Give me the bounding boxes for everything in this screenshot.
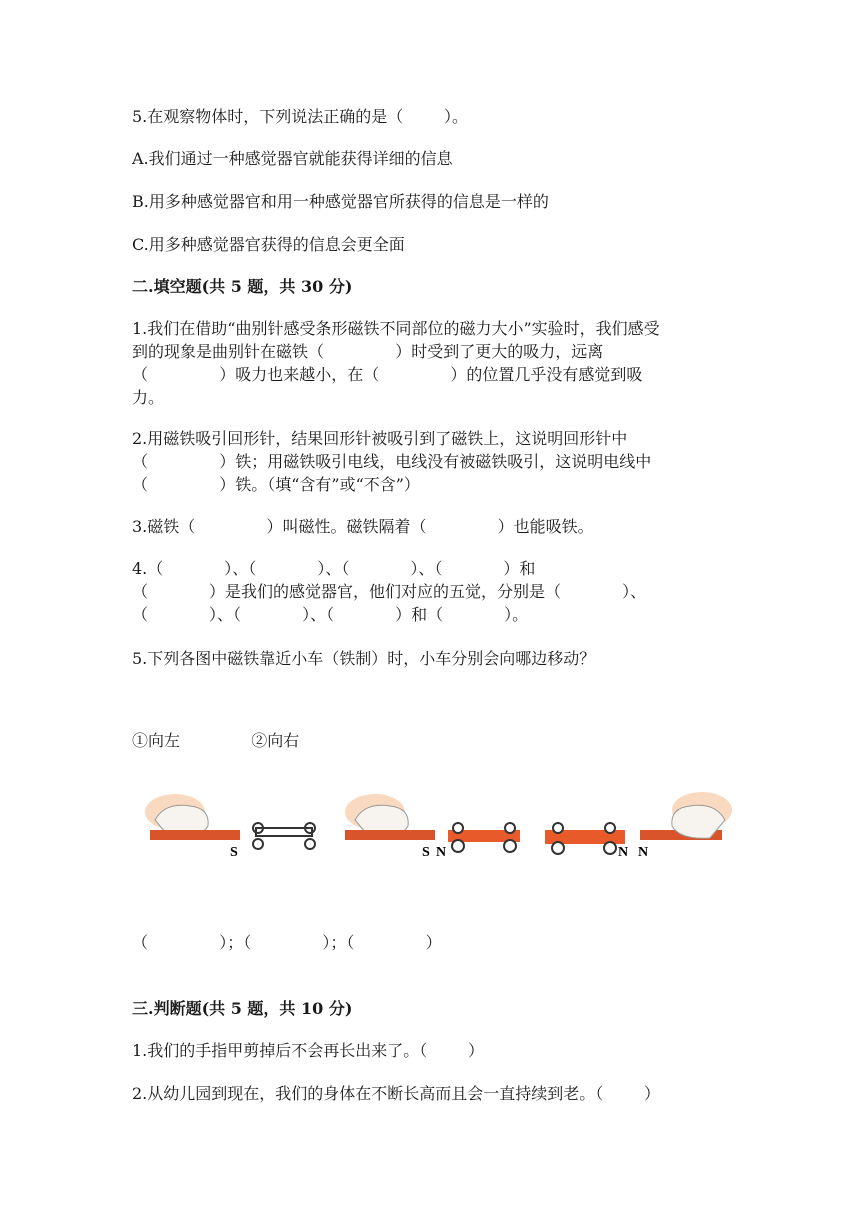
fill-q4-line1: 4.（ ）、（ ）、（ ）、（ ）和 <box>132 559 536 578</box>
option-a: A.我们通过一种感觉器官就能获得详细的信息 <box>132 149 453 168</box>
fill-q5-answer-line: （ ）；（ ）；（ ） <box>132 933 442 952</box>
fill-q2-line1: 2.用磁铁吸引回形针，结果回形针被吸引到了磁铁上，这说明回形针中 <box>132 429 628 448</box>
pole-label: N <box>618 845 629 860</box>
car-red-icon <box>545 823 625 854</box>
figure-3 <box>545 792 732 860</box>
fill-q5-stem: 5.下列各图中磁铁靠近小车（铁制）时，小车分别会向哪边移动？ <box>132 649 596 668</box>
fill-q1-line1: 1.我们在借助“曲别针感受条形磁铁不同部位的磁力大小”实验时，我们感受 <box>132 319 660 338</box>
fill-q1-line4: 力。 <box>132 388 165 407</box>
fill-q2-line3: （ ）铁。（填“含有”或“不含”） <box>132 475 420 494</box>
car-frame-icon <box>253 823 315 849</box>
judge-q1: 1.我们的手指甲剪掉后不会再长出来了。（ ） <box>132 1041 484 1060</box>
question-5-stem: 5.在观察物体时，下列说法正确的是（ ）。 <box>132 107 468 126</box>
magnet-bar <box>150 830 240 840</box>
pole-label: S <box>422 845 430 860</box>
fill-q4-line2: （ ）是我们的感觉器官，他们对应的五觉，分别是（ ）、 <box>132 582 647 601</box>
pole-label: S <box>230 845 238 860</box>
fill-q1-line3: （ ）吸力也来越小，在（ ）的位置几乎没有感觉到吸 <box>132 365 643 384</box>
fill-q5-legend: ①向左 ②向右 <box>132 731 300 750</box>
fill-q1-line2: 到的现象是曲别针在磁铁（ ）时受到了更大的吸力，远离 <box>132 342 604 361</box>
figure-2 <box>345 794 520 860</box>
fill-q4-line3: （ ）、（ ）、（ ）和（ ）。 <box>132 605 529 624</box>
pole-label: N <box>638 845 649 860</box>
option-b: B.用多种感觉器官和用一种感觉器官所获得的信息是一样的 <box>132 192 549 211</box>
magnet-bar <box>345 830 435 840</box>
judge-q2: 2.从幼儿园到现在，我们的身体在不断长高而且会一直持续到老。（ ） <box>132 1084 660 1103</box>
option-c: C.用多种感觉器官获得的信息会更全面 <box>132 235 405 254</box>
fill-q3: 3.磁铁（ ）叫磁性。磁铁隔着（ ）也能吸铁。 <box>132 517 594 536</box>
car-red-icon <box>448 823 520 852</box>
fill-q2-line2: （ ）铁；用磁铁吸引电线，电线没有被磁铁吸引，这说明电线中 <box>132 452 652 471</box>
section-2-title: 二.填空题(共 5 题，共 30 分) <box>132 277 353 296</box>
section-3-title: 三.判断题(共 5 题，共 10 分) <box>132 999 353 1018</box>
pole-label: N <box>436 845 447 860</box>
figure-1 <box>145 794 315 860</box>
magnet-car-diagram <box>140 790 740 870</box>
